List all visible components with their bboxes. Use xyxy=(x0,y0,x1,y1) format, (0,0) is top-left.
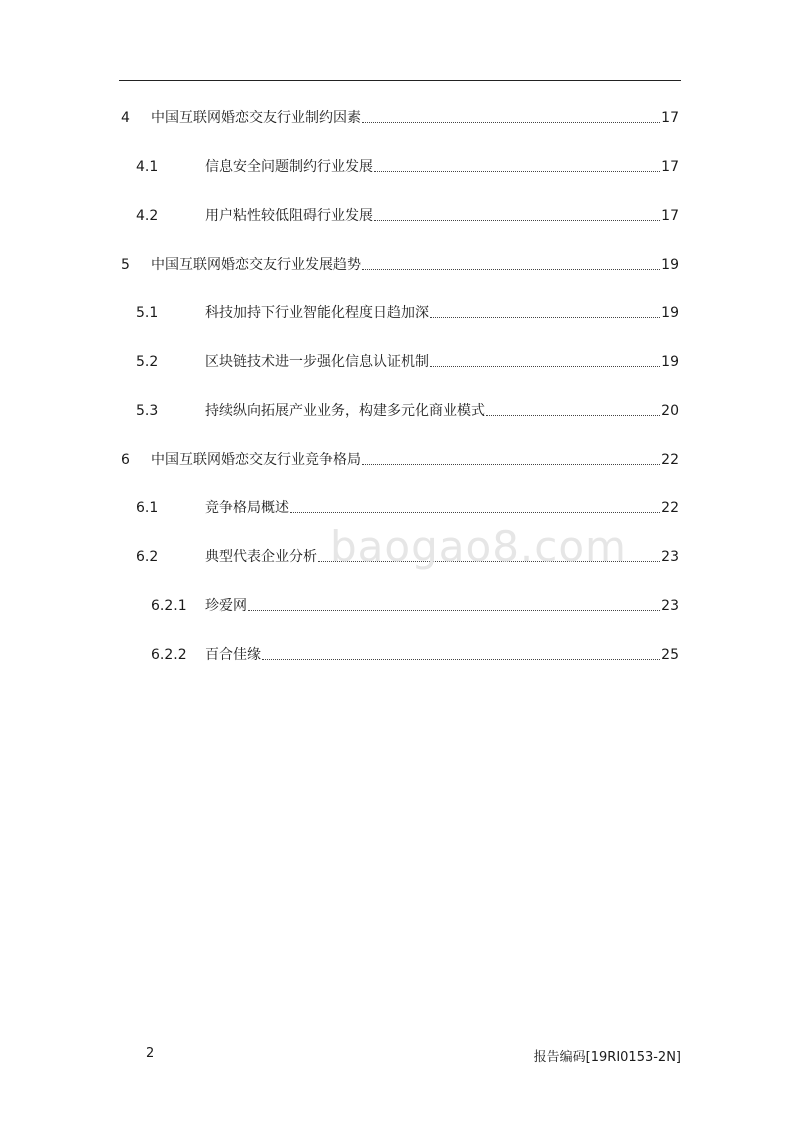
toc-page-number: 22 xyxy=(661,452,679,468)
toc-number: 6.2.1 xyxy=(151,598,187,614)
toc-title: 中国互联网婚恋交友行业竞争格局 xyxy=(151,452,361,468)
toc-number: 4 xyxy=(121,110,130,126)
toc-number: 6.2.2 xyxy=(151,647,187,663)
toc-page-number: 17 xyxy=(661,159,679,175)
toc-page-number: 19 xyxy=(661,305,679,321)
toc-dot-leader xyxy=(362,464,660,465)
toc-dot-leader xyxy=(362,269,660,270)
toc-title: 中国互联网婚恋交友行业制约因素 xyxy=(151,110,361,126)
toc-dot-leader xyxy=(374,220,660,221)
toc-page-number: 19 xyxy=(661,257,679,273)
toc-title: 珍爱网 xyxy=(205,598,247,614)
toc-title: 科技加持下行业智能化程度日趋加深 xyxy=(205,305,429,321)
toc-title: 区块链技术进一步强化信息认证机制 xyxy=(205,354,429,370)
toc-title: 百合佳缘 xyxy=(205,647,261,663)
toc-entry-6[interactable] xyxy=(121,451,679,469)
footer-report-code: 报告编码[19RI0153-2N] xyxy=(533,1050,681,1065)
toc-page-number: 19 xyxy=(661,354,679,370)
toc-entry-5-1[interactable] xyxy=(136,304,679,322)
toc-page-number: 25 xyxy=(661,647,679,663)
toc-number: 5.1 xyxy=(136,305,159,321)
toc-page-number: 17 xyxy=(661,110,679,126)
toc-page-number: 20 xyxy=(661,403,679,419)
toc-dot-leader xyxy=(318,561,660,562)
footer-page-number: 2 xyxy=(146,1046,155,1061)
toc-entry-5-2[interactable] xyxy=(136,353,679,371)
toc-title: 竞争格局概述 xyxy=(205,500,289,516)
toc-title: 信息安全问题制约行业发展 xyxy=(205,159,373,175)
toc-number: 4.2 xyxy=(136,208,159,224)
toc-page-number: 23 xyxy=(661,549,679,565)
toc-entry-6-2-2[interactable] xyxy=(151,646,679,664)
toc-number: 6.1 xyxy=(136,500,159,516)
toc-page-number: 23 xyxy=(661,598,679,614)
toc-title: 持续纵向拓展产业业务，构建多元化商业模式 xyxy=(205,403,485,419)
toc-entry-4-2[interactable] xyxy=(136,207,679,225)
toc-dot-leader xyxy=(248,610,660,611)
toc-entry-4[interactable] xyxy=(121,109,679,127)
toc-page-number: 22 xyxy=(661,500,679,516)
toc-dot-leader xyxy=(262,659,660,660)
toc-dot-leader xyxy=(374,171,660,172)
toc-number: 5.3 xyxy=(136,403,159,419)
toc-entry-6-1[interactable] xyxy=(136,499,679,517)
toc-entry-5-3[interactable] xyxy=(136,402,679,420)
toc-title: 中国互联网婚恋交友行业发展趋势 xyxy=(151,257,361,273)
watermark: baogao8.com xyxy=(330,522,627,571)
toc-entry-6-2[interactable] xyxy=(136,548,679,566)
toc-dot-leader xyxy=(290,512,660,513)
toc-entry-6-2-1[interactable] xyxy=(151,597,679,615)
toc-entry-4-1[interactable] xyxy=(136,158,679,176)
toc-number: 6.2 xyxy=(136,549,159,565)
toc-dot-leader xyxy=(430,366,660,367)
toc-dot-leader xyxy=(362,122,660,123)
toc-dot-leader xyxy=(430,317,660,318)
toc-dot-leader xyxy=(486,415,660,416)
header-rule xyxy=(119,80,681,81)
toc-title: 用户粘性较低阻碍行业发展 xyxy=(205,208,373,224)
toc-number: 5 xyxy=(121,257,130,273)
toc-page-number: 17 xyxy=(661,208,679,224)
toc-entry-5[interactable] xyxy=(121,256,679,274)
toc-title: 典型代表企业分析 xyxy=(205,549,317,565)
toc-number: 4.1 xyxy=(136,159,159,175)
toc-number: 6 xyxy=(121,452,130,468)
toc-number: 5.2 xyxy=(136,354,159,370)
